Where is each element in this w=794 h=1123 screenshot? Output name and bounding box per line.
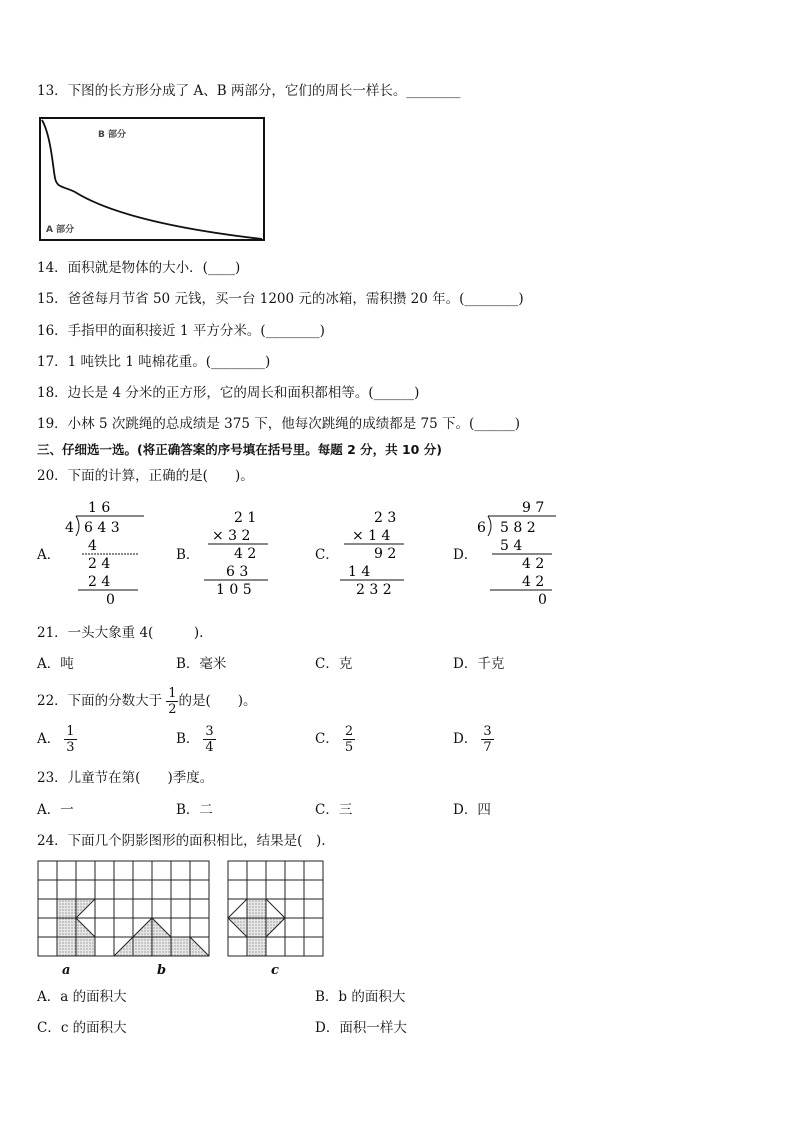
a-part-label: A 部分	[46, 225, 75, 235]
svg-text:6 4 3: 6 4 3	[84, 520, 120, 536]
svg-text:4: 4	[65, 520, 74, 536]
figure-c-label: c	[271, 963, 279, 978]
svg-text:0: 0	[106, 592, 115, 608]
question-15: 15．爸爸每月节省 50 元钱，买一台 1200 元的冰箱，需积攒 20 年。(________)	[37, 291, 524, 307]
q21-option-c: C．克	[315, 656, 353, 672]
q20-option-d-label: D．	[453, 547, 478, 563]
svg-text:4 2: 4 2	[522, 556, 545, 572]
svg-text:2 3 2: 2 3 2	[356, 582, 392, 598]
svg-text:9 2: 9 2	[374, 546, 397, 562]
question-20: 20．下面的计算，正确的是( )。	[37, 468, 254, 484]
section-3-heading: 三、仔细选一选。(将正确答案的序号填在括号里。每题 2 分，共 10 分)	[37, 442, 442, 457]
svg-text:5 8 2: 5 8 2	[500, 520, 536, 536]
svg-text:× 3 2: × 3 2	[212, 528, 251, 544]
svg-text:4: 4	[88, 538, 97, 554]
q20-option-c-label: C．	[315, 547, 339, 563]
svg-text:4 2: 4 2	[234, 546, 257, 562]
q24-option-c: C．c 的面积大	[37, 1020, 127, 1036]
svg-text:5 4: 5 4	[500, 538, 523, 554]
question-22: 22．下面的分数大于 $\frac{1}{2}$ 的是( )。	[37, 686, 257, 717]
q24-option-d: D．面积一样大	[315, 1020, 407, 1036]
q24-option-b: B．b 的面积大	[315, 989, 406, 1005]
svg-text:2 3: 2 3	[374, 510, 397, 526]
figure-b-label: b	[157, 963, 167, 978]
svg-text:1 6: 1 6	[88, 500, 111, 516]
question-23: 23．儿童节在第( )季度。	[37, 770, 214, 786]
q20-option-a-label: A．	[37, 547, 61, 563]
q21-option-d: D．千克	[453, 656, 505, 672]
q20-option-b-label: B．	[176, 547, 200, 563]
svg-text:6 3: 6 3	[226, 564, 249, 580]
svg-text:2 1: 2 1	[234, 510, 257, 526]
svg-text:× 1 4: × 1 4	[352, 528, 391, 544]
question-16: 16．手指甲的面积接近 1 平方分米。(________)	[37, 323, 325, 339]
question-24: 24．下面几个阴影图形的面积相比，结果是( ).	[37, 833, 326, 849]
question-14: 14．面积就是物体的大小．(____)	[37, 260, 241, 276]
q24-option-a: A．a 的面积大	[37, 989, 127, 1005]
question-17: 17．1 吨铁比 1 吨棉花重。(________)	[37, 354, 271, 370]
grid-figure-b	[114, 861, 209, 956]
q22-option-d: D． $\frac{3}{7}$	[453, 724, 492, 755]
q22-option-a: A． $\frac{1}{3}$	[37, 724, 75, 755]
fraction-reference: $\frac{1}{2}$	[168, 686, 177, 717]
question-13: 13．下图的长方形分成了 A、B 两部分，它们的周长一样长。________	[37, 83, 461, 99]
question-18: 18．边长是 4 分米的正方形，它的周长和面积都相等。(______)	[37, 385, 420, 401]
svg-text:2 4: 2 4	[88, 574, 111, 590]
svg-text:6: 6	[477, 520, 486, 536]
q22-option-c: C． $\frac{2}{5}$	[315, 724, 354, 755]
figure-a-label: a	[62, 963, 71, 978]
grid-figure-c	[228, 861, 323, 956]
svg-text:2 4: 2 4	[88, 556, 111, 572]
grid-figure-a	[38, 861, 114, 956]
svg-text:1 0 5: 1 0 5	[216, 582, 252, 598]
svg-text:0: 0	[538, 592, 547, 608]
svg-text:4 2: 4 2	[522, 574, 545, 590]
q21-option-a: A．吨	[37, 656, 74, 672]
b-part-label: B 部分	[98, 130, 126, 140]
q23-option-d: D．四	[453, 802, 491, 818]
q23-option-b: B．二	[176, 802, 213, 818]
q23-option-a: A．一	[37, 802, 74, 818]
q22-option-b: B． $\frac{3}{4}$	[176, 724, 214, 755]
question-19: 19．小林 5 次跳绳的总成绩是 375 下，他每次跳绳的成绩都是 75 下。(______)	[37, 416, 520, 432]
q21-option-b: B．毫米	[176, 656, 227, 672]
svg-text:1 4: 1 4	[348, 564, 371, 580]
question-21: 21．一头大象重 4( ).	[37, 625, 204, 641]
svg-text:9 7: 9 7	[522, 500, 545, 516]
q23-option-c: C．三	[315, 802, 353, 818]
